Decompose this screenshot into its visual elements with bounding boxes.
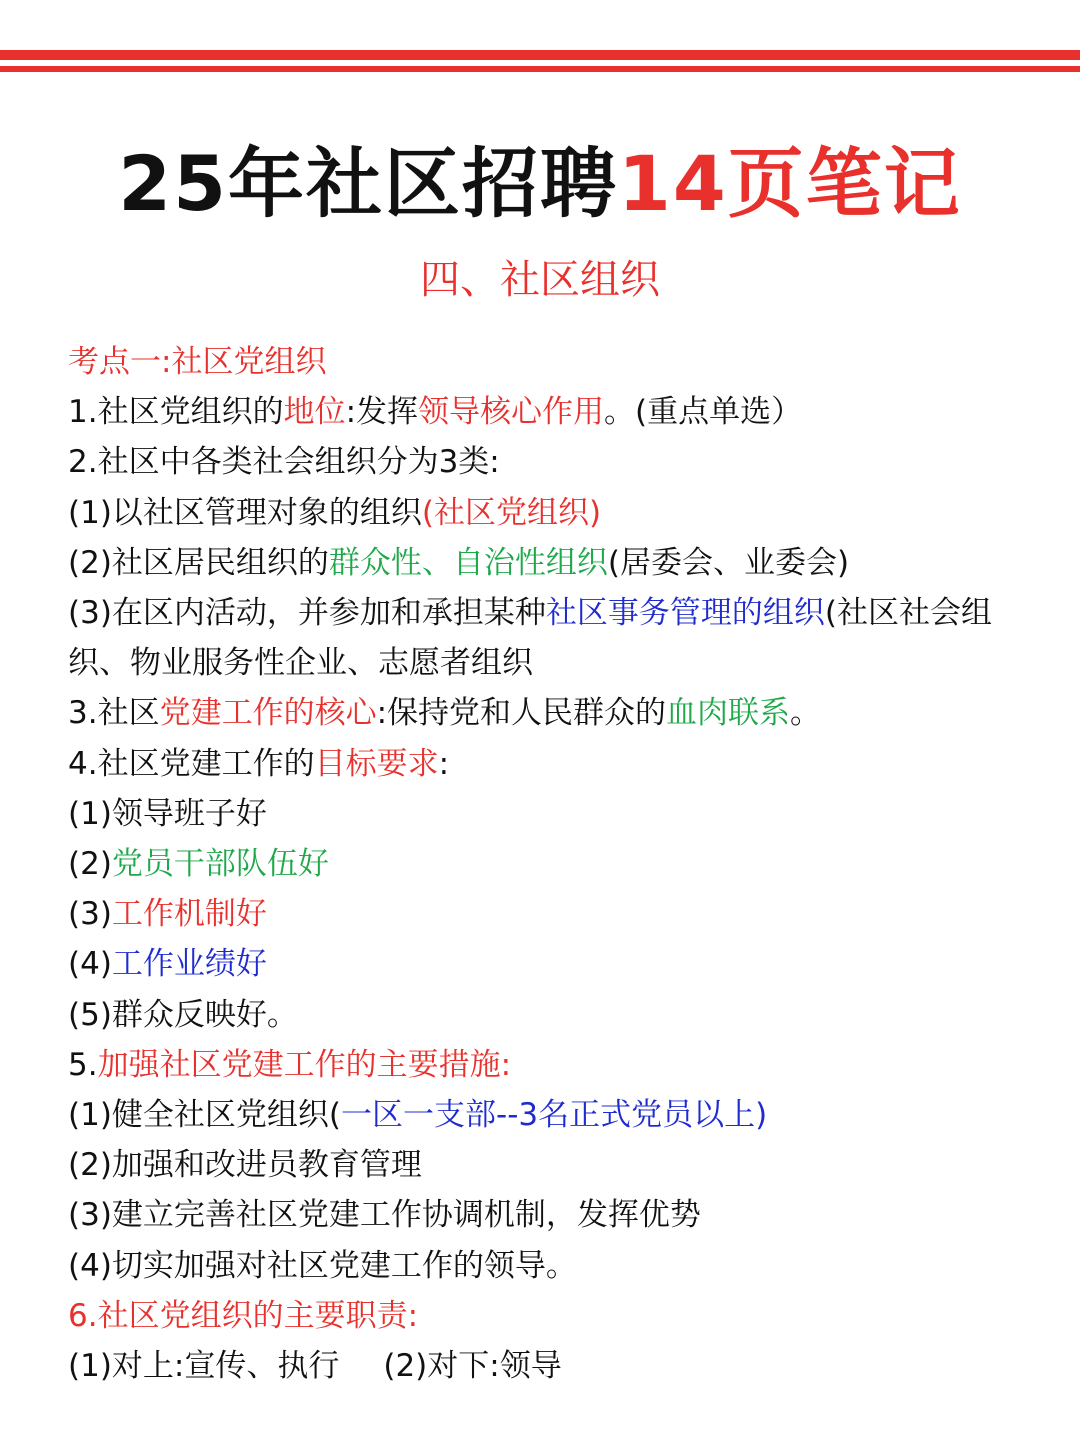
notes-body [68, 337, 1048, 1391]
point-heading: 考点一:社区党组织 [68, 344, 327, 380]
text: (2) [68, 846, 112, 883]
text: 4.社区党建工作的 [68, 745, 315, 782]
note-line-4 [68, 739, 1048, 789]
note-line-2-3 [68, 588, 1048, 688]
note-line-1 [68, 387, 1048, 437]
title-main: 25年社区招聘 [118, 139, 618, 228]
highlight-red: 加强社区党建工作的主要措施: [97, 1046, 512, 1083]
text: (1)以社区管理对象的组织 [68, 494, 422, 531]
highlight-red: 领导核心作用 [418, 394, 605, 431]
text: 。(重点单选） [604, 394, 803, 431]
highlight-blue: 社区事务管理的组织 [545, 595, 825, 632]
highlight-red: 工作机制好 [111, 896, 267, 933]
title-accent: 14页笔记 [618, 139, 962, 228]
note-line-5-3: (3)建立完善社区党建工作协调机制，发挥优势 [68, 1197, 701, 1234]
highlight-red: 党建工作的核心 [159, 695, 377, 732]
note-line-5-1 [68, 1090, 1048, 1140]
text: (居委会、业委会) [607, 544, 850, 581]
text: (3) [68, 896, 112, 933]
note-line-3 [68, 688, 1048, 738]
text: (1)对上:宣传、执行 [68, 1348, 340, 1385]
note-line-4-4 [68, 939, 1048, 989]
text: 1.社区党组织的 [68, 394, 284, 431]
highlight-blue: 一区一支部--3名正式党员以上) [341, 1097, 768, 1134]
highlight-green: 党员干部队伍好 [111, 846, 329, 883]
highlight-red: (社区党组织) [421, 494, 602, 531]
text: (社区社会组织、物业服务性企业、志愿者组织 [68, 595, 993, 682]
text: (2)社区居民组织的 [68, 544, 329, 581]
highlight-green: 群众性、自治性组织 [328, 544, 608, 581]
text: 5. [68, 1046, 98, 1083]
highlight-red: 地位 [283, 394, 346, 431]
note-line-5-4: (4)切实加强对社区党建工作的领导。 [68, 1247, 577, 1284]
note-line-4-2 [68, 839, 1048, 889]
note-line-6-1 [68, 1341, 1048, 1391]
text: (3)在区内活动，并参加和承担某种 [68, 595, 546, 632]
highlight-blue: 工作业绩好 [111, 946, 267, 983]
note-line-2: 2.社区中各类社会组织分为3类: [68, 444, 500, 481]
top-red-stripe [0, 50, 1080, 60]
highlight-red: 目标要求 [314, 745, 439, 782]
note-line-2-1 [68, 488, 1048, 538]
note-line-4-3 [68, 889, 1048, 939]
text: : [438, 745, 450, 782]
note-line-4-5: (5)群众反映好。 [68, 996, 298, 1033]
page-title [0, 138, 1080, 230]
top-red-stripe-thin [0, 66, 1080, 72]
text: :发挥 [345, 394, 419, 431]
text: (2)对下:领导 [383, 1348, 562, 1385]
note-line-6: 6.社区党组织的主要职责: [68, 1297, 419, 1334]
note-line-5 [68, 1040, 1048, 1090]
text: 。 [790, 695, 822, 732]
section-subtitle: 四、社区组织 [420, 257, 660, 303]
text: (4) [68, 946, 112, 983]
note-line-2-2 [68, 538, 1048, 588]
note-line-4-1: (1)领导班子好 [68, 795, 267, 832]
text: (1)健全社区党组织( [68, 1097, 342, 1134]
text: 3.社区 [68, 695, 160, 732]
note-line-5-2: (2)加强和改进员教育管理 [68, 1147, 422, 1184]
text: :保持党和人民群众的 [376, 695, 667, 732]
highlight-green: 血肉联系 [666, 695, 791, 732]
